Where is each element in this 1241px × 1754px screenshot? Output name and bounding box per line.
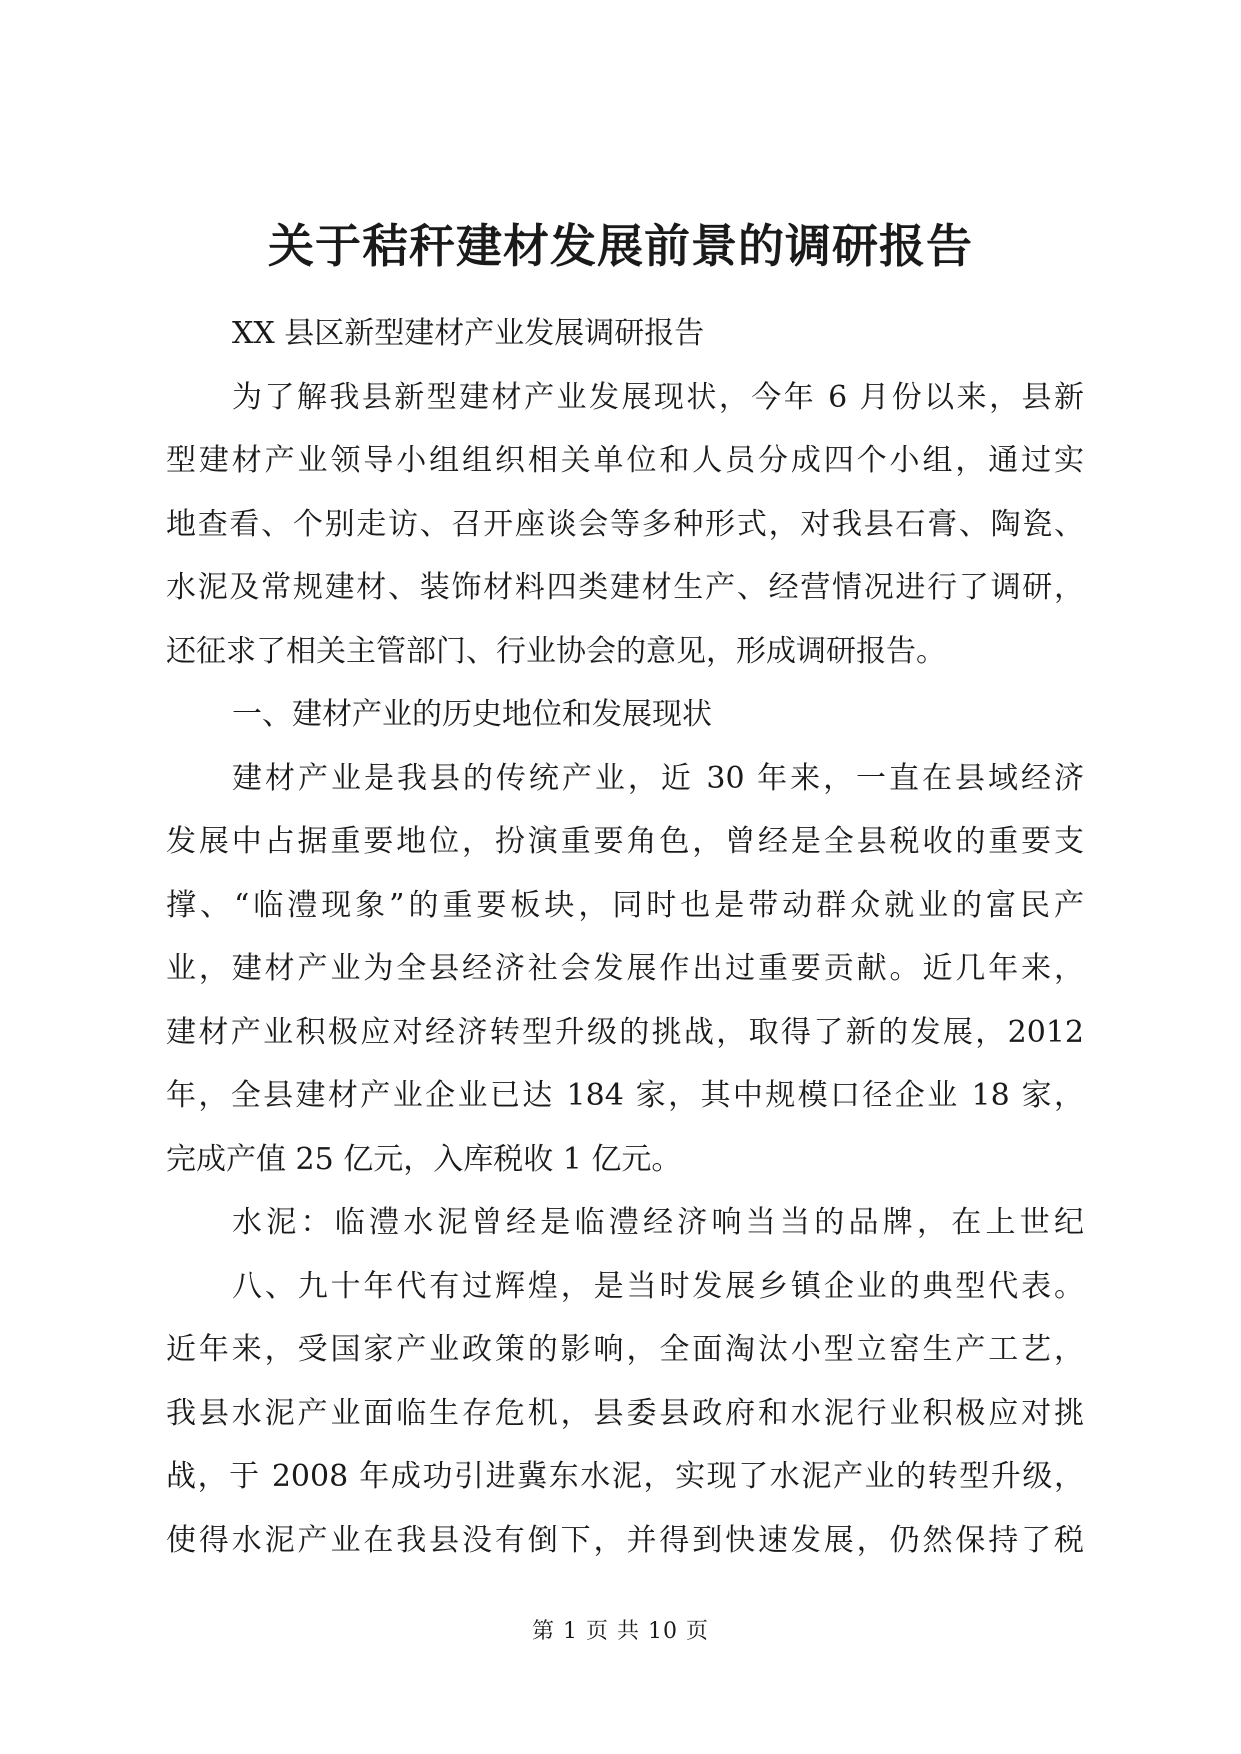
paragraph-line: 建材产业积极应对经济转型升级的挑战，取得了新的发展，2012: [166, 1014, 1084, 1050]
paragraph-line: 地查看、个别走访、召开座谈会等多种形式，对我县石膏、陶瓷、: [166, 506, 1084, 542]
paragraph-line: 型建材产业领导小组组织相关单位和人员分成四个小组，通过实: [166, 443, 1084, 478]
paragraph-line: 近年来，受国家产业政策的影响，全面淘汰小型立窑生产工艺，: [166, 1332, 1084, 1367]
document-body: [166, 302, 1084, 1572]
paragraph-line: 使得水泥产业在我县没有倒下，并得到快速发展，仍然保持了税: [166, 1522, 1084, 1558]
paragraph-line: 建材产业是我县的传统产业，近 30 年来，一直在县域经济: [232, 760, 1084, 796]
paragraph-line: 还征求了相关主管部门、行业协会的意见，形成调研报告。: [166, 633, 946, 669]
paragraph-line: 业，建材产业为全县经济社会发展作出过重要贡献。近几年来，: [166, 951, 1084, 986]
subtitle-line: XX 县区新型建材产业发展调研报告: [232, 316, 705, 351]
section-heading: 一、建材产业的历史地位和发展现状: [232, 697, 712, 732]
document-title: 关于秸秆建材发展前景的调研报告: [268, 219, 973, 273]
paragraph-line: 完成产值 25 亿元，入库税收 1 亿元。: [166, 1141, 682, 1177]
paragraph-line: 年，全县建材产业企业已达 184 家，其中规模口径企业 18 家，: [166, 1078, 1084, 1113]
paragraph-line: 战，于 2008 年成功引进冀东水泥，实现了水泥产业的转型升级，: [166, 1459, 1084, 1494]
paragraph-line: 我县水泥产业面临生存危机，县委县政府和水泥行业积极应对挑: [166, 1395, 1084, 1431]
page-number-footer: 第 1 页 共 10 页: [532, 1619, 709, 1644]
paragraph-line: 为了解我县新型建材产业发展现状，今年 6 月份以来，县新: [232, 379, 1084, 415]
paragraph-line: 撑、“临澧现象”的重要板块，同时也是带动群众就业的富民产: [166, 887, 1084, 923]
paragraph-line: 发展中占据重要地位，扮演重要角色，曾经是全县税收的重要支: [166, 824, 1084, 859]
paragraph-line: 水泥：临澧水泥曾经是临澧经济响当当的品牌，在上世纪: [232, 1205, 1084, 1240]
paragraph-line: 八、九十年代有过辉煌，是当时发展乡镇企业的典型代表。: [232, 1268, 1084, 1304]
paragraph-line: 水泥及常规建材、装饰材料四类建材生产、经营情况进行了调研，: [166, 570, 1084, 605]
